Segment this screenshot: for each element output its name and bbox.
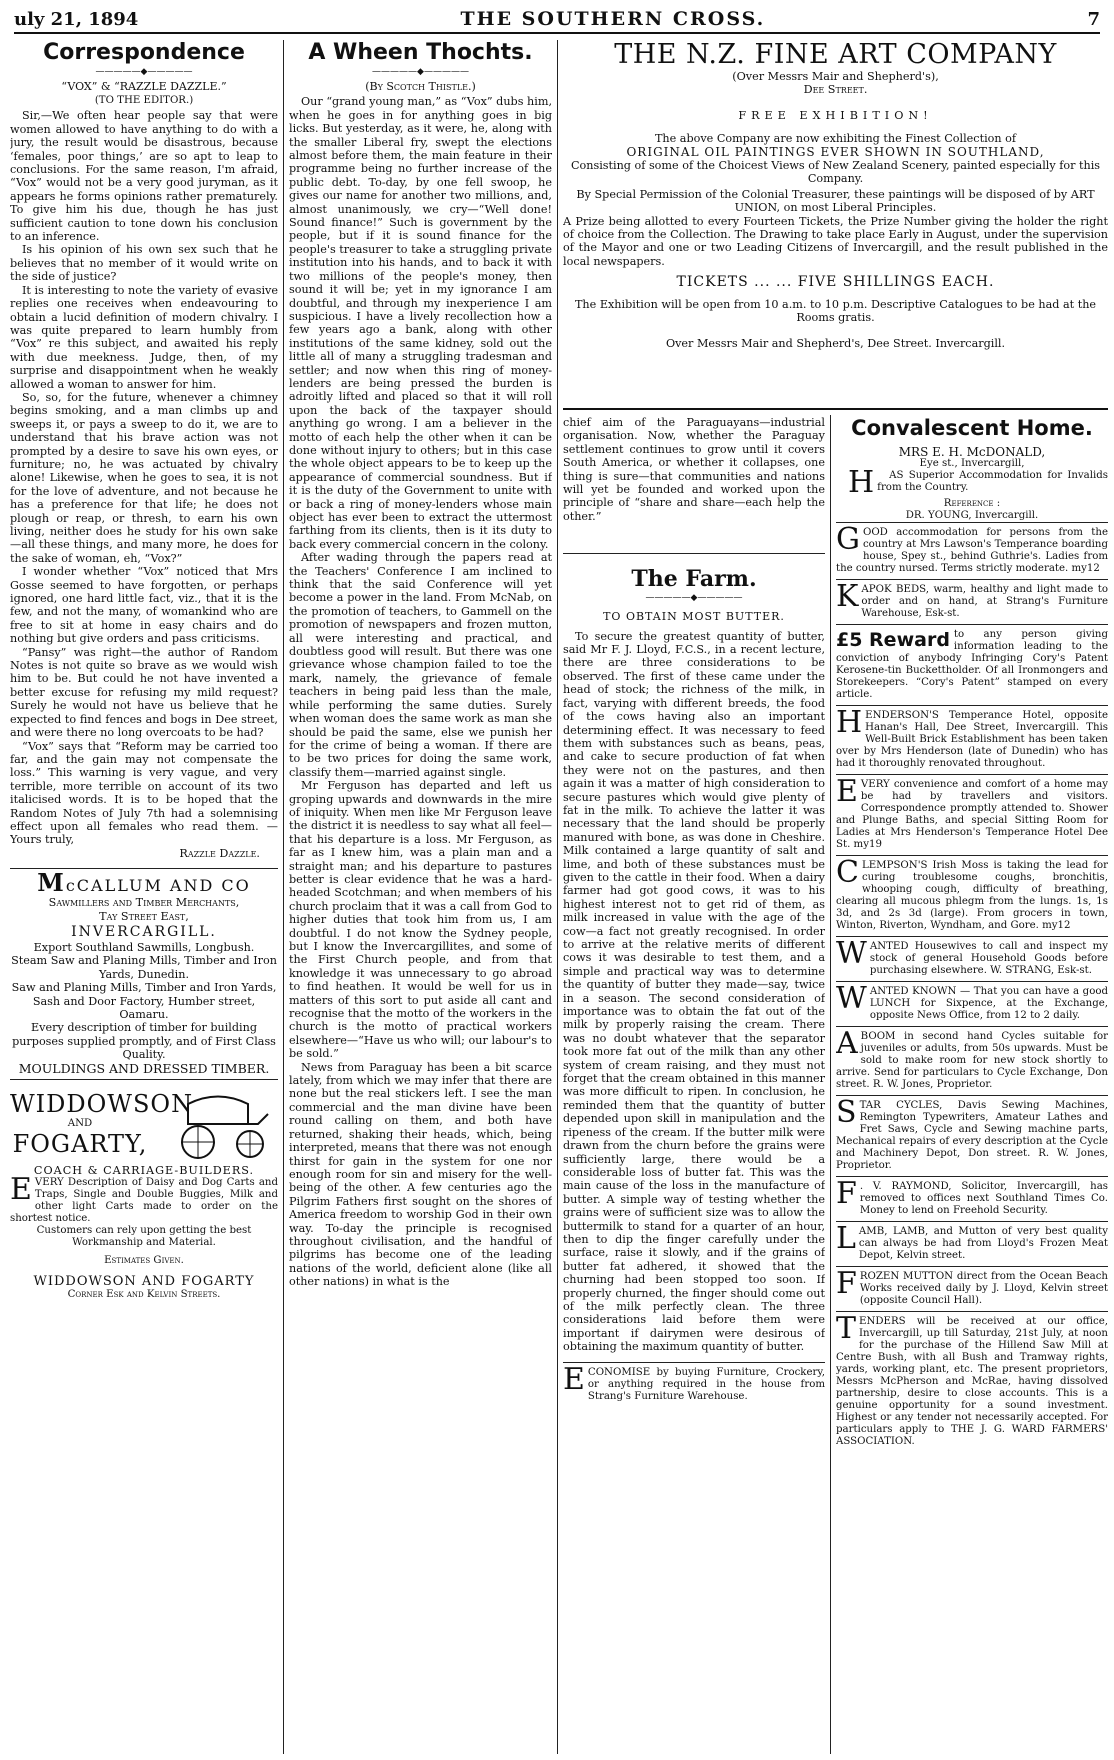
ad-footer: WIDDOWSON AND FOGARTY [33, 1274, 255, 1290]
divider [563, 408, 1108, 410]
tickets-line: TICKETS ... ... FIVE SHILLINGS EACH. [676, 274, 995, 291]
ad-body: ANTED Housewives to call and inspect my stock of general Household Goods before purchasing elsewhere. W. STRANG, Esk-st. [869, 941, 1108, 976]
drop-cap: E [836, 774, 858, 809]
drop-cap: A [836, 1026, 858, 1061]
ad-body: OOD accommodation for persons from the country at Mrs Lawson's Temperance boarding house, Spey st., behind Guthrie's. Ladies from the country nursed. Terms strictly moderate. my12 [836, 527, 1108, 574]
column-rule [830, 415, 831, 1754]
drop-cap: S [836, 1095, 857, 1130]
ad-line: MRS E. H. McDONALD, [898, 445, 1046, 459]
ad-body: ANTED KNOWN — That you can have a good LUNCH for Sixpence, at the Exchange, opposite News Office, from 12 to 2 daily. [869, 986, 1108, 1021]
classified-ad [836, 1026, 1108, 1095]
ad-address: Corner Esk and Kelvin Streets. [67, 1288, 221, 1300]
ad-line: Customers can rely upon getting the best Workmanship and Material. [36, 1225, 252, 1249]
paragraph: “Pansy” was right—the author of Random Notes is not quite so brave as we would wish him to be. But could he not have invented a better excuse for refusing my mild request? Surely he would not have us believe that he expected to find fences and bogs in Dee street, and were there no long overcoats to be had? [10, 645, 278, 740]
column-wheen-thochts [289, 40, 552, 1752]
drop-cap: W [836, 981, 867, 1016]
reward-ad [836, 624, 1108, 705]
drop-cap: L [836, 1221, 856, 1256]
ad-body: CONOMISE by buying Furniture, Crockery, or anything required in the house from Strang's Furniture Warehouse. [587, 1366, 825, 1402]
paper-title: THE SOUTHERN CROSS. [460, 8, 766, 30]
drop-cap: G [836, 522, 860, 557]
classified-ad [836, 774, 1108, 855]
ad-body: AS Superior Accommodation for Invalids from the Country. [877, 470, 1108, 493]
ad-name: FOGARTY, [12, 1130, 148, 1159]
classified-ad [836, 1221, 1108, 1266]
free-exhibition: FREE EXHIBITION! [738, 108, 933, 122]
ad-line: INVERCARGILL. [71, 923, 217, 940]
section-heading: Convalescent Home. [851, 416, 1093, 440]
column-farm [563, 416, 825, 1752]
drop-cap: H [836, 705, 863, 740]
ad-line: By Special Permission of the Colonial Treasurer, these paintings will be disposed of by ART UNION, on most Liberal Principles. [576, 187, 1095, 215]
ad-title: THE N.Z. FINE ART COMPANY [614, 40, 1057, 70]
mccallum-ad [10, 868, 278, 1079]
drop-cap: M [37, 868, 66, 898]
ad-body: ROZEN MUTTON direct from the Ocean Beach Works received daily by J. Lloyd, Kelvin street (opposite Council Hall). [859, 1271, 1108, 1306]
ad-line: The above Company are now exhibiting the Finest Collection of [654, 132, 1017, 146]
ad-line: Consisting of some of the Choicest Views of New Zealand Scenery, painted especially for this Company. [570, 159, 1101, 186]
drop-cap: E [10, 1172, 32, 1208]
column-ads: Convalescent Home. MRS E. H. McDONALD, Eye st., Invercargill, H AS Superior Accommodation for Invalids from the Country. Reference : DR. YOUNG, Invercargill. GOOD accommodation for persons from the country at Mrs Lawson's Temperance boarding house, Spey st., behind Guthrie's. Ladies from the country nursed. Terms strictly moderate. my12 KAPOK BEDS, warm, healthy and light made to order and on hand, at Strang's Furniture Warehouse, Esk-st. £5 Reward to any person giving information leading to the conviction of anybody Infringing Cory's Patent Kerosene-tin Buckettholder. Of all Ironmongers and Storekeepers. “Cory's Patent” stamped on every article. HENDERSON'S Temperance Hotel, opposite Hanan's Hall, Dee Street, Invercargill. This Well-Built Brick Establishment has been taken over by Mrs Henderson (late of Dunedin) who has had it thoroughly renovated throughout. EVERY convenience and comfort of a home may be had by travellers and visitors. Correspondence promptly attended to. Shower and Plunge Baths, and special Sitting Room for Ladies at Mrs Henderson's Temperance Hotel Dee St. my19 CLEMPSON'S Irish Moss is taking the lead for curing troublesome coughs, bronchitis, whooping cough, difficulty of breathing, clearing all mucous phlegm from the lungs. 1s, 1s 3d, and 2s 3d (large). From grocers in town, Winton, Riverton, Wyndham, and Gore. my12 WANTED Housewives to call and inspect my stock of general Household Goods before purchasing elsewhere. W. STRANG, Esk-st. WANTED KNOWN — That you can have a good LUNCH for Sixpence, at the Exchange, opposite News Office, from 12 to 2 daily. ABOOM in second hand Cycles suitable for juveniles or adults, from 50s upwards. Must be sold to make room for new stock shortly to arrive. Send for particulars to Cycle Exchange, Don street. R. W. Jones, Proprietor. STAR CYCLES, Davis Sewing Machines, Remington Typewriters, Amateur Lathes and Fret Saws, Cycle and Sewing machine parts, Mechanical repairs of every description at the Cycle and Machinery Depot, Don street. R. W. Jones, Proprietor. F . V. RAYMOND, Solicitor, Invercargill, has removed to offices next Southland Times Co. Money to lend on Freehold Security. LAMB, LAMB, and Mutton of very best quality can always be had from Lloyd's Frozen Meat Depot, Kelvin street. FROZEN MUTTON direct from the Ocean Beach Works received daily by J. Lloyd, Kelvin street (opposite Council Hall). TENDERS will be received at our office, Invercargill, up till Saturday, 21st July, at noon for the purchase of the Hillend Saw Mill at Centre Bush, with all Bush and Tramway rights, yards, working plant, etc. The present proprietors, Messrs McPherson and McRae, having dissolved partnership, desire to close accounts. This is a genuine opportunity for a sound investment. Highest or any tender not necessarily accepted. For particulars apply to THE J. G. WARD FARMERS' ASSOCIATION. [836, 416, 1108, 1752]
ad-line: The Exhibition will be open from 10 a.m. to 10 p.m. Descriptive Catalogues to be had at the Rooms gratis. [574, 297, 1097, 325]
masthead [14, 6, 1100, 34]
paragraph: Is his opinion of his own sex such that he believes that no member of it would write on the side of justice? [10, 243, 278, 284]
classified-ad [836, 1266, 1108, 1311]
ad-line: DR. YOUNG, Invercargill. [905, 510, 1039, 521]
ad-body: ENDERSON'S Temperance Hotel, opposite Hanan's Hall, Dee Street, Invercargill. This Well-Built Brick Establishment has been taken over by Mrs Henderson (late of Dunedin) who has had it thoroughly renovated throughout. [836, 710, 1108, 769]
reward-title: £5 Reward [836, 629, 950, 651]
classified-ad [836, 936, 1108, 981]
ad-body: ENDERS will be received at our office, Invercargill, up till Saturday, 21st July, at noon for the purchase of the Hillend Saw Mill at Centre Bush, with all Bush and Tramway rights, yards, working plant, etc. The present proprietors, Messrs McPherson and McRae, having dissolved partnership, desire to close accounts. This is a genuine opportunity for a sound investment. Highest or any tender not necessarily accepted. For particulars apply to THE J. G. WARD FARMERS' ASSOCIATION. [836, 1316, 1108, 1447]
ad-line: Eye st., Invercargill, [919, 458, 1025, 469]
ad-name: cCALLUM AND CO [65, 876, 251, 896]
ornament: —————◆————— [95, 67, 193, 77]
ad-line: Estimates Given. [104, 1255, 184, 1267]
paragraph: It is interesting to note the variety of evasive replies one receives when endeavouring to obtain a lucid definition of modern chivalry. I was quite prepared to learn humbly from “Vox” re this subject, and awaited his reply with due meekness. Judge, then, of my surprise and disappointment when he weakly allowed a woman to answer for him. [10, 283, 278, 391]
section-heading: Correspondence [43, 40, 245, 65]
classified-ad [836, 522, 1108, 579]
ad-line: Steam Saw and Planing Mills, Timber and Iron Yards, Dunedin. [11, 954, 277, 981]
ad-line: Every description of timber for building purposes supplied promptly, and of First Class Quality. [12, 1021, 276, 1062]
column-rule [283, 40, 284, 1754]
paragraph: Sir,—We often hear people say that were women allowed to have anything to do with a jury, the result would be disastrous, because ‘females, poor things,’ are so apt to leap to conclusions. For the same reason, I'm afraid, “Vox” would not be a very good juryman, as it appears he forms opinions rather prematurely. To give him his due, though he has just sufficient caution to tone down his conclusion to an inference. [10, 109, 278, 244]
classified-ad [836, 1311, 1108, 1452]
paragraph: chief aim of the Paraguayans—industrial organisation. Now, whether the Paraguay settlement continues to grow until it covers South America, or whether it collapses, one thing is sure—that communities and nations will yet be founded and worked upon the principle of “share and share—each help the other.” [563, 416, 825, 523]
ad-body: BOOM in second hand Cycles suitable for juveniles or adults, from 50s upwards. Must be sold to make room for new stock shortly to arrive. Send for particulars to Cycle Exchange, Don street. R. W. Jones, Proprietor. [836, 1031, 1108, 1090]
classified-ad [836, 1095, 1108, 1176]
ornament: —————◆————— [372, 67, 469, 77]
article-subtitle: “VOX” & “RAZZLE DAZZLE.” [61, 80, 227, 93]
drop-cap: F [836, 1176, 857, 1211]
article-subtitle: TO OBTAIN MOST BUTTER. [603, 610, 785, 624]
ad-line: Sawmillers and Timber Merchants, [48, 896, 240, 910]
ad-line: Over Messrs Mair and Shepherd's, Dee Street. Invercargill. [665, 336, 1006, 350]
ad-body: TAR CYCLES, Davis Sewing Machines, Remington Typewriters, Amateur Lathes and Fret Saws, Cycle and Sewing machine parts, Mechanical repairs of every description at the Cycle and Machinery Depot, Don street. R. W. Jones, Proprietor. [836, 1100, 1108, 1171]
column-correspondence [10, 40, 278, 1752]
widdowson-ad [10, 1079, 278, 1305]
issue-date: uly 21, 1894 [14, 8, 139, 30]
drop-cap: T [836, 1311, 857, 1346]
fine-art-company-ad [563, 40, 1108, 402]
ad-line: (Over Messrs Mair and Shepherd's), [732, 70, 939, 83]
ad-line: ORIGINAL OIL PAINTINGS EVER SHOWN IN SOUTHLAND, [626, 144, 1045, 159]
ad-line: Reference : [943, 498, 1001, 509]
column-rule [557, 40, 558, 1754]
editor-line: (TO THE EDITOR.) [94, 95, 194, 107]
signature: Razzle Dazzle. [179, 846, 260, 860]
ad-name: WIDDOWSON [10, 1090, 194, 1119]
drop-cap: W [836, 936, 867, 971]
ad-line: Tay Street East, [99, 909, 189, 923]
paragraph: “Vox” says that “Reform may be carried too far, and the gain may not compensate the loss.” This warning is very vague, and very terrible, more terrible on account of its two italicised words. It is to be hoped that the Random Notes of July 7th had a solemnising effect upon all females who read them. — Yours truly, [10, 739, 278, 847]
paragraph: Our “grand young man,” as “Vox” dubs him, when he goes in for anything goes in big licks. But yesterday, as it were, he, along with the smaller Liberal fry, swept the elections almost before them, the main feature in their programme being no further increase of the public debt. To-day, by one fell swoop, he gives our name for another two millions, and, almost unanimously, we cry—“Well done! Sound finance!” Such is government by the people, but if it is sound finance for the people's treasurer to take a struggling private institution into his hands, and to back it with two millions of the people's money, then sound it will be; yet in my ignorance I am doubtful, and through my inexperience I am suspicious. I have a lively recollection how a few years ago a bank, along with other institutions of the same kidney, sold out the little all of many a struggling tradesman and settler; and now when this ring of money-lenders are being pressed the burden is adroitly lifted and placed so that it will roll upon the back of the taxpayer should anything go wrong. I am a believer in the motto of each help the other when it can be done without injury to others; but in this case the whole object appears to be to keep up the appearance of commercial soundness. But if it is the duty of the Government to unite with or back a ring of money-lenders whose main object has ever been to extract the uttermost farthing from its clients, then is it its duty to back every commercial concern in the colony. [289, 95, 552, 551]
drop-cap: E [563, 1361, 585, 1397]
page-number: 7 [1087, 8, 1100, 30]
ad-body: . V. RAYMOND, Solicitor, Invercargill, has removed to offices next Southland Times Co. Money to lend on Freehold Security. [859, 1181, 1108, 1216]
ad-body: VERY Description of Daisy and Dog Carts and Traps, Single and Double Buggies, Milk and other light Carts made to order on the shortest notice. [10, 1177, 278, 1225]
classified-ad [836, 855, 1108, 936]
classified-ad [836, 1176, 1108, 1221]
ad-line: Saw and Planing Mills, Timber and Iron Yards, Sash and Door Factory, Humber street, Oamaru. [11, 981, 277, 1021]
classified-ad [836, 981, 1108, 1026]
drop-cap: K [836, 579, 859, 614]
economise-ad [563, 1362, 825, 1407]
paragraph: To secure the greatest quantity of butter, said Mr F. J. Lloyd, F.C.S., in a recent lecture, there are three considerations to be observed. The first of these came under the head of stock; the richness of the milk, in fact, varying with different breeds, the food of the cows having also an important determining effect. It was necessary to feed them with substances such as beans, peas, and cake to secure production of fat when they were not on the pastures, and then again it was a matter of high consideration to secure pastures which would give plenty of fat in the milk. To achieve the latter it was necessary that the land should be properly manured with bone, as was done in Cheshire. Milk contained a large quantity of salt and lime, and both of these substances must be given to the cattle in their food. When a dairy farmer had got good cows, it was to his highest interest not to get rid of them, as milk increased in value with the age of the cow—a fact not greatly recognised. In order to arrive at the relative merits of different cows it was desirable to test them, and a simple and practical way was to determine the quantity of butter they made—say, twice in a season. The second consideration of importance was to obtain the fat out of the milk by properly raising the cream. There was no doubt whatever that the separator took more fat out of the milk than any other system of cream raising, and they must not forget that the cream obtained in this manner was more difficult to ripen. In conclusion, he reminded them that the quantity of butter depended upon skill in manipulation and the ripeness of the cream. If the butter milk were drawn from the churn before the grains were sufficiently large, there would be a considerable loss of butter fat. This was the main cause of the loss in the manufacture of butter. A simple way of testing whether the grains were of sufficient size was to allow the buttermilk to stand for a quarter of an hour, then to dip the finger carefully under the surface, raise it slowly, and if the grains of butter fat adhered, it showed that the churning had been stopped too soon. If properly churned, the finger should come out of the milk perfectly clean. The three considerations laid before them were important if dairymen were desirous of obtaining the maximum quantity of butter. [563, 629, 825, 1354]
paragraph: News from Paraguay has been a bit scarce lately, from which we may infer that there are none but the real stickers left. I see the man commercial and the man divine have been round calling on them, and both have returned, shaking their heads, which, being interpreted, means that there was not enough thirst for gain in the system for one nor enough room for sin and misery for the well-being of the other. A few centuries ago the Pilgrim Fathers first sought on the shores of America freedom to worship God in their own way. To-day the principle is recognised throughout civilisation, and the handful of pilgrims has become one of the leading nations of the world, deficient alone (like all other nations) in what is the [289, 1060, 552, 1289]
paragraph: Mr Ferguson has departed and left us groping upwards and downwards in the mire of iniquity. When men like Mr Ferguson leave the district it is needless to say what all feel—that his departure is a loss. Mr Ferguson, as far as I knew him, was a plain man and a straight man; and his departure to pastures better is clear evidence that he was a hard-headed Scotchman; and when members of his church proclaim that it was a call from God to higher duties that took him from us, I am doubtful. I do not know the Sydney people, but I know the Invercargillites, and some of the First Church people, and from that knowledge it was unnecessary to go abroad to find heathen. It would be well for us in matters of this sort to put aside all cant and recognise that the motto of the workers in the church is the motto of practical workers elsewhere—“Have us who will; our labour's to be sold.” [289, 779, 552, 1061]
carriage-illustration [168, 1084, 278, 1164]
ad-body: VERY convenience and comfort of a home may be had by travellers and visitors. Correspondence promptly attended to. Shower and Plunge Baths, and special Sitting Room for Ladies at Mrs Henderson's Temperance Hotel Dee St. my19 [836, 779, 1108, 850]
paragraph: I wonder whether “Vox” noticed that Mrs Gosse seemed to have forgotten, or perhaps ignored, one hard little fact, viz., that it is the few, and not the many, of womankind who are free to sit at home in easy chairs and do nothing but give orders and pass criticisms. [10, 565, 278, 646]
paragraph: After wading through the papers read at the Teachers' Conference I am inclined to think that the said Conference will yet become a power in the land. From McNab, on the promotion of teachers, to Gammell on the promotion of newspapers and frozen mutton, all were interesting and practical, and doubtless good will result. But there was one grievance whose champion failed to toe the mark, namely, the grievance of female teachers in being paid less than the male, while performing the same duties. Surely when woman does the same work as man she should be paid the same, else we punish her for the crime of being a woman. If there are to be two prices for doing the same work, classify them—married against single. [289, 551, 552, 779]
ad-and: AND [67, 1118, 93, 1130]
paragraph: So, so, for the future, whenever a chimney begins smoking, and a man climbs up and sweeps it, or pays a sweep to do it, we are to understand that his brave action was not prompted by a desire to save his own eyes, or furniture; no, he was actuated by chivalry alone! Likewise, when he goes to sea, it is not for the love of adventure, and not because he has a preference for that life; he does not plough or reap, or thresh, to earn his own living, neither does he study for his own sake—all these things, and many more, he does for the sake of woman, eh, “Vox?” [10, 390, 278, 565]
byline: (By Scotch Thistle.) [365, 80, 476, 93]
divider [563, 553, 825, 554]
ornament: —————◆————— [645, 593, 743, 604]
ad-body: APOK BEDS, warm, healthy and light made to order and on hand, at Strang's Furniture Warehouse, Esk-st. [861, 584, 1108, 619]
ad-body: AMB, LAMB, and Mutton of very best quality can always be had from Lloyd's Frozen Meat Depot, Kelvin street. [858, 1226, 1108, 1261]
ad-body: to any person giving information leading to the conviction of anybody Infringing Cory's Patent Kerosene-tin Buckettholder. Of all Ironmongers and Storekeepers. “Cory's Patent” stamped on every article. [836, 629, 1108, 700]
ad-trade: COACH & CARRIAGE-BUILDERS. [33, 1164, 255, 1178]
classified-ad [836, 705, 1108, 774]
ad-line: Dee Street. [803, 83, 868, 97]
drop-cap: F [836, 1266, 857, 1301]
ad-line: Export Southland Sawmills, Longbush. [33, 940, 255, 954]
section-heading: A Wheen Thochts. [308, 40, 533, 65]
ad-line: A Prize being allotted to every Fourteen Tickets, the Prize Number giving the holder the right of choice from the Collection. The Drawing to take place Early in August, under the supervision of the Mayor and one or two Leading Citizens of Invercargill, and the result published in the local newspapers. [563, 214, 1108, 268]
ad-body: LEMPSON'S Irish Moss is taking the lead for curing troublesome coughs, bronchitis, whooping cough, difficulty of breathing, clearing all mucous phlegm from the lungs. 1s, 1s 3d, and 2s 3d (large). From grocers in town, Winton, Riverton, Wyndham, and Gore. my12 [836, 860, 1108, 931]
ad-line: MOULDINGS AND DRESSED TIMBER. [18, 1060, 270, 1076]
section-heading: The Farm. [631, 566, 757, 593]
drop-cap: C [836, 855, 859, 890]
classified-ad [836, 579, 1108, 624]
